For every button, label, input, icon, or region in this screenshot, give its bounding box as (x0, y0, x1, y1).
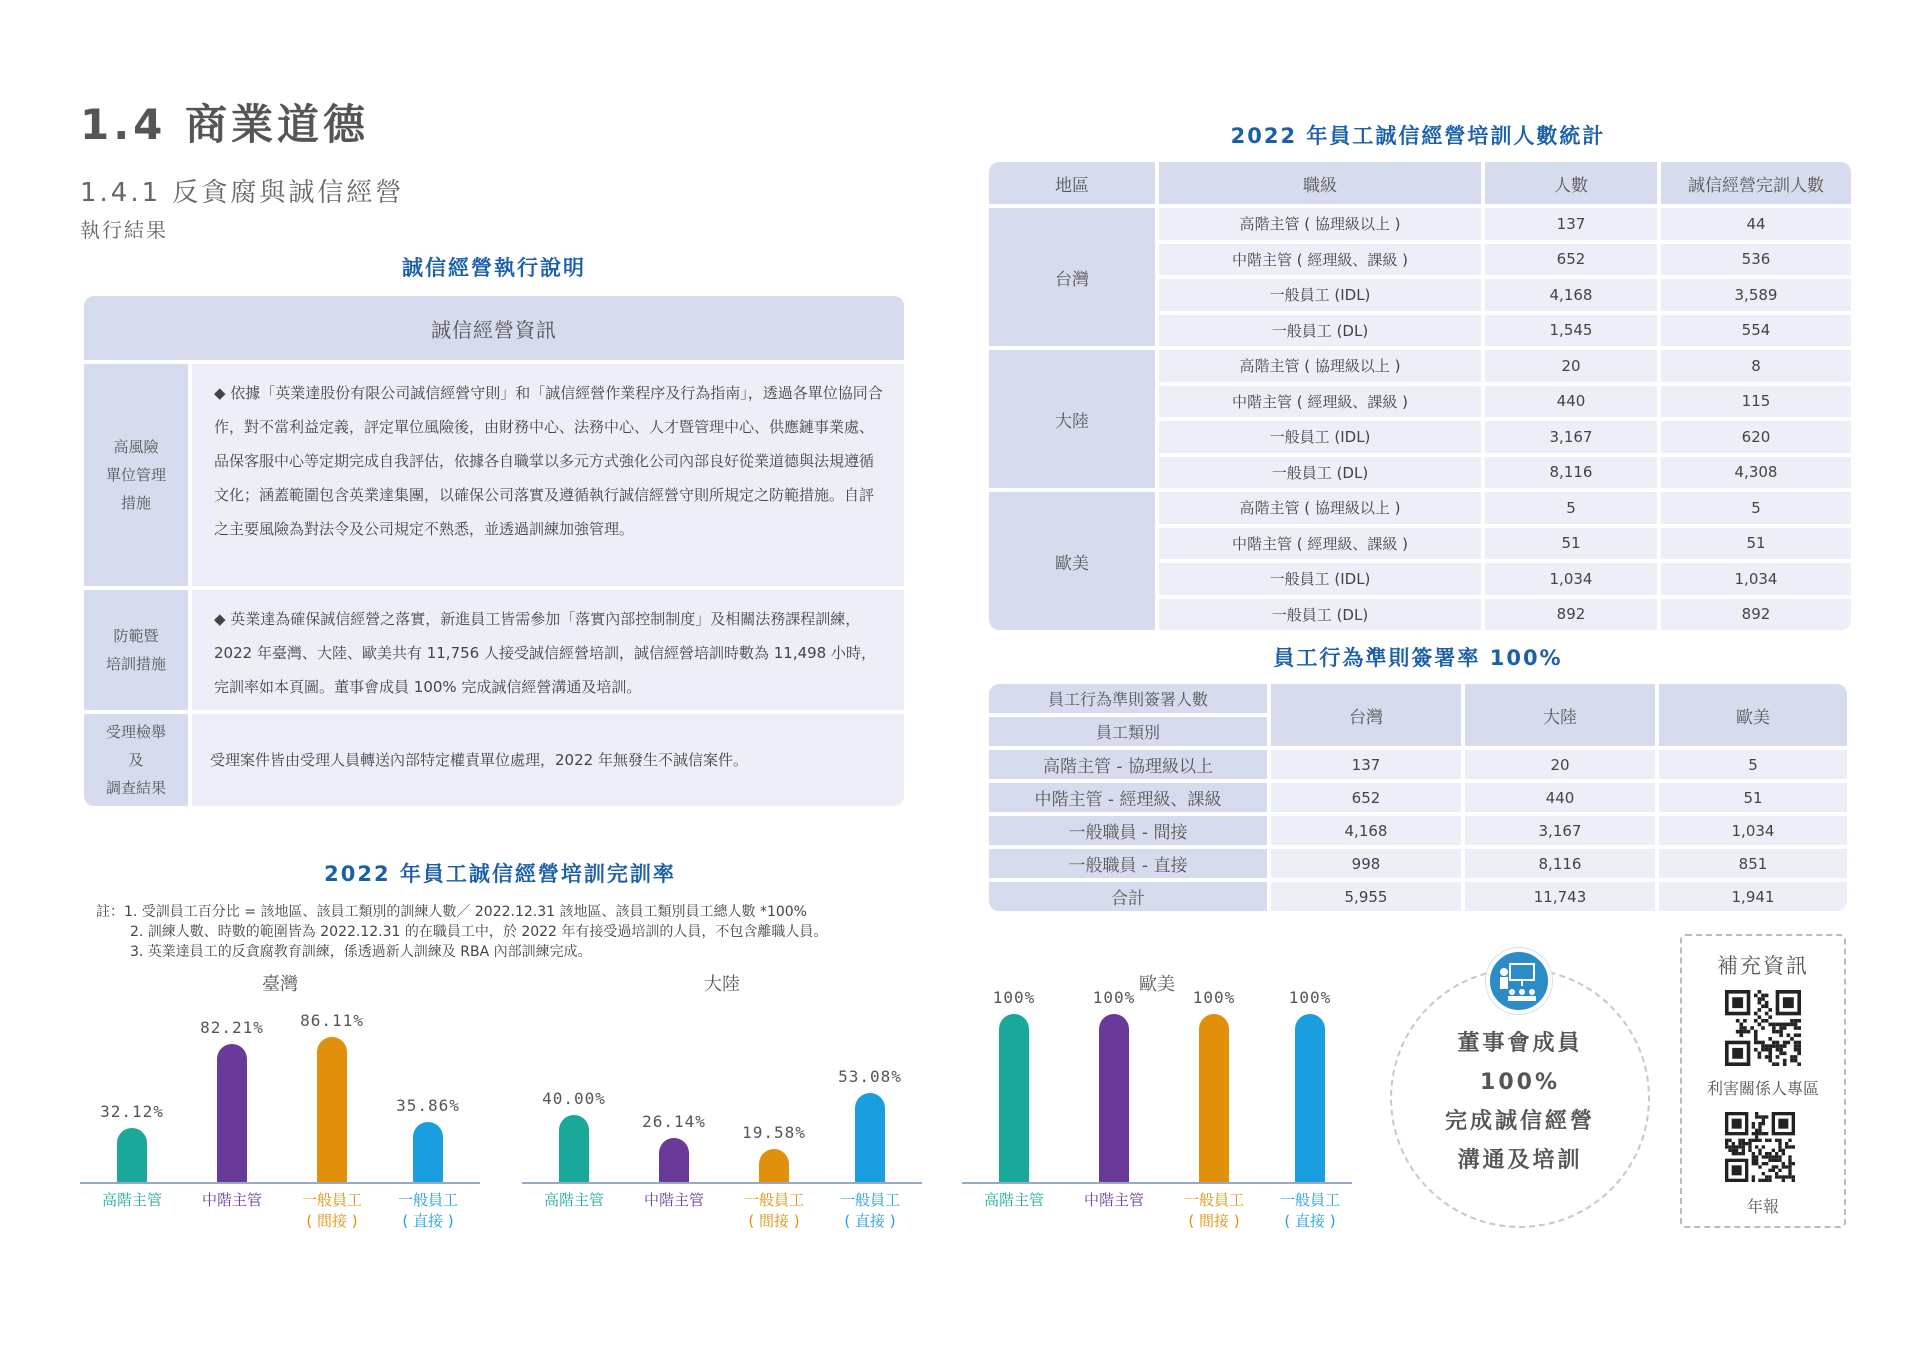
table-row (989, 882, 1847, 911)
qr-code-icon[interactable] (1725, 990, 1801, 1066)
table-cell: 11,743 (1465, 882, 1655, 911)
table-cell: 51 (1485, 528, 1657, 560)
section-title: 1.4 商業道德 (80, 100, 370, 149)
category-cell: 一般職員 - 直接 (989, 849, 1267, 878)
bar (999, 1014, 1029, 1182)
region-cell: 台灣 (989, 208, 1155, 346)
bar-value-label: 40.00% (542, 1088, 606, 1108)
chart-baseline (522, 1182, 922, 1184)
completion-notes (96, 902, 827, 962)
supplement-title: 補充資訊 (1717, 954, 1809, 978)
table-cell: 5,955 (1271, 882, 1461, 911)
board-line: 100% (1480, 1070, 1560, 1095)
table-row (989, 750, 1847, 779)
table-cell: 中階主管 ( 經理級、課級 ) (1159, 386, 1481, 418)
bar-value-label: 100% (1092, 988, 1136, 1007)
bar (117, 1128, 147, 1182)
category-cell: 高階主管 - 協理級以上 (989, 750, 1267, 779)
presentation-icon (1486, 948, 1552, 1014)
chart-mainland (522, 970, 922, 1230)
code-of-conduct-table (985, 680, 1851, 915)
qr-label-annual-report: 年報 (1746, 1197, 1779, 1216)
bar (1199, 1014, 1229, 1182)
note-line: 3. 英業達員工的反貪腐教育訓練，係透過新人訓練及 RBA 內部訓練完成。 (130, 944, 592, 960)
table-cell: 一般員工 (DL) (1159, 315, 1481, 347)
bar-value-label: 26.14% (642, 1112, 706, 1132)
table-header-row (989, 162, 1851, 204)
category-cell: 一般職員 - 間接 (989, 816, 1267, 845)
table-cell: 620 (1661, 421, 1851, 453)
bar-value-label: 32.12% (100, 1102, 164, 1122)
bar-value-label: 35.86% (396, 1095, 460, 1115)
column-header: 歐美 (1659, 684, 1847, 746)
bar (1099, 1014, 1129, 1182)
table-cell: 5 (1661, 492, 1851, 524)
table-cell: 一般員工 (IDL) (1159, 279, 1481, 311)
column-header: 人數 (1485, 162, 1657, 204)
category-cell: 合計 (989, 882, 1267, 911)
category-cell: 中階主管 - 經理級、課級 (989, 783, 1267, 812)
bar-category-label: 一般員工 ( 間接 ) (301, 1191, 362, 1230)
table-cell: 440 (1465, 783, 1655, 812)
info-table (84, 296, 904, 806)
table-cell: 1,034 (1661, 563, 1851, 595)
table-cell: 892 (1485, 599, 1657, 631)
board-line: 溝通及培訓 (1457, 1148, 1583, 1173)
bar-value-label: 100% (1288, 988, 1332, 1007)
table-cell: 8 (1661, 350, 1851, 382)
table-cell: 一般員工 (IDL) (1159, 421, 1481, 453)
table-cell: 一般員工 (DL) (1159, 599, 1481, 631)
bar-category-label: 中階主管 (201, 1191, 262, 1209)
table-cell: 5 (1485, 492, 1657, 524)
table-cell: 一般員工 (DL) (1159, 457, 1481, 489)
table-cell: 536 (1661, 244, 1851, 276)
results-label: 執行結果 (80, 218, 168, 242)
bar-category-label: 中階主管 (643, 1191, 704, 1209)
table-cell: 3,589 (1661, 279, 1851, 311)
bar (659, 1138, 689, 1182)
bar-category-label: 一般員工 ( 直接 ) (1279, 1191, 1340, 1230)
info-row-text: ◆ 英業達為確保誠信經營之落實，新進員工皆需參加「落實內部控制制度」及相關法務課程訓練，2022 年臺灣、大陸、歐美共有 11,756 人接受誠信經營培訓，誠信經營培訓時數為 11,498 小時，完訓率如本頁圖。董事會成員 100% 完成誠信經營溝通及培訓。 (192, 590, 904, 710)
table-row (989, 208, 1851, 240)
completion-rate-title: 2022 年員工誠信經營培訓完訓率 (324, 862, 676, 886)
table-cell: 8,116 (1465, 849, 1655, 878)
chart-baseline (962, 1182, 1352, 1184)
bar (1295, 1014, 1325, 1182)
bar (413, 1122, 443, 1182)
note-line: 2. 訓練人數、時數的範圍皆為 2022.12.31 的在職員工中，於 2022 年有接受過培訓的人員，不包含離職人員。 (130, 924, 828, 940)
bar-value-label: 82.21% (200, 1017, 264, 1037)
info-row-label: 防範暨 培訓措施 (84, 590, 188, 710)
training-stats-title: 2022 年員工誠信經營培訓人數統計 (1230, 124, 1606, 148)
bar-value-label: 53.08% (838, 1066, 902, 1086)
column-header: 員工行為準則簽署人數 (989, 684, 1267, 713)
table-cell: 3,167 (1465, 816, 1655, 845)
board-training-text (1390, 1024, 1650, 1180)
bar-category-label: 一般員工 ( 間接 ) (1183, 1191, 1244, 1230)
bar (559, 1115, 589, 1182)
bar-value-label: 100% (1192, 988, 1236, 1007)
table-cell: 20 (1485, 350, 1657, 382)
bar-category-label: 高階主管 (543, 1191, 604, 1209)
table-cell: 137 (1271, 750, 1461, 779)
table-cell: 5 (1659, 750, 1847, 779)
table-cell: 554 (1661, 315, 1851, 347)
table-header-row (989, 684, 1847, 713)
table-cell: 1,941 (1659, 882, 1847, 911)
table-cell: 51 (1661, 528, 1851, 560)
info-row-label: 受理檢舉 及 調查結果 (84, 714, 188, 806)
training-stats-table (985, 158, 1855, 634)
chart-title: 臺灣 (262, 974, 298, 995)
table-cell: 20 (1465, 750, 1655, 779)
bar-value-label: 19.58% (742, 1123, 806, 1143)
column-header: 員工類別 (989, 717, 1267, 746)
info-row-label: 高風險 單位管理 措施 (84, 364, 188, 586)
chart-americas-europe (962, 970, 1352, 1230)
table-cell: 652 (1485, 244, 1657, 276)
bar-category-label: 一般員工 ( 直接 ) (839, 1191, 900, 1230)
bar-category-label: 中階主管 (1083, 1191, 1144, 1209)
column-header: 地區 (989, 162, 1155, 204)
subsection-title: 1.4.1 反貪腐與誠信經營 (80, 178, 405, 208)
bar-value-label: 86.11% (300, 1011, 364, 1031)
qr-code-icon[interactable] (1725, 1112, 1795, 1182)
column-header: 台灣 (1271, 684, 1461, 746)
table-cell: 1,034 (1659, 816, 1847, 845)
table-cell: 4,308 (1661, 457, 1851, 489)
info-table-title: 誠信經營執行說明 (402, 256, 586, 280)
chart-baseline (80, 1182, 480, 1184)
bar-category-label: 一般員工 ( 間接 ) (743, 1191, 804, 1230)
chart-title: 歐美 (1139, 974, 1175, 995)
bar (759, 1149, 789, 1182)
table-row (989, 783, 1847, 812)
table-cell: 高階主管 ( 協理級以上 ) (1159, 208, 1481, 240)
table-cell: 1,034 (1485, 563, 1657, 595)
info-row-high-risk (84, 364, 904, 586)
code-of-conduct-title: 員工行為準則簽署率 100% (1273, 646, 1563, 670)
table-cell: 44 (1661, 208, 1851, 240)
table-cell: 中階主管 ( 經理級、課級 ) (1159, 528, 1481, 560)
bar (317, 1037, 347, 1182)
bar-value-label: 100% (992, 988, 1036, 1007)
table-row (989, 492, 1851, 524)
table-cell: 3,167 (1485, 421, 1657, 453)
bar (217, 1044, 247, 1182)
table-cell: 998 (1271, 849, 1461, 878)
board-line: 完成誠信經營 (1444, 1109, 1595, 1134)
table-cell: 一般員工 (IDL) (1159, 563, 1481, 595)
table-cell: 4,168 (1485, 279, 1657, 311)
table-cell: 4,168 (1271, 816, 1461, 845)
info-table-header: 誠信經營資訊 (84, 296, 904, 360)
table-row (989, 816, 1847, 845)
table-cell: 115 (1661, 386, 1851, 418)
region-cell: 歐美 (989, 492, 1155, 630)
chart-taiwan (80, 970, 480, 1230)
bar-category-label: 高階主管 (101, 1191, 162, 1209)
table-row (989, 350, 1851, 382)
table-cell: 440 (1485, 386, 1657, 418)
bar-category-label: 高階主管 (983, 1191, 1044, 1209)
note-line: 註：1. 受訓員工百分比 = 該地區、該員工類別的訓練人數／ 2022.12.31 該地區、該員工類別員工總人數 *100% (96, 904, 807, 920)
column-header: 職級 (1159, 162, 1481, 204)
table-cell: 137 (1485, 208, 1657, 240)
info-row-text: 受理案件皆由受理人員轉送內部特定權責單位處理，2022 年無發生不誠信案件。 (192, 714, 904, 806)
table-cell: 高階主管 ( 協理級以上 ) (1159, 492, 1481, 524)
table-cell: 中階主管 ( 經理級、課級 ) (1159, 244, 1481, 276)
bar (855, 1093, 885, 1182)
info-row-text: ◆ 依據「英業達股份有限公司誠信經營守則」和「誠信經營作業程序及行為指南」，透過各單位協同合作，對不當利益定義，評定單位風險後，由財務中心、法務中心、人才暨管理中心、供應鏈事業處、品保客服中心等定期完成自我評估，依據各自職掌以多元方式強化公司內部良好從業道德與法規遵循文化；涵蓋範圍包含英業達集團，以確保公司落實及遵循執行誠信經營守則所規定之防範措施。自評之主要風險為對法令及公司規定不熟悉，並透過訓練加強管理。 (192, 364, 904, 586)
chart-title: 大陸 (704, 974, 740, 995)
table-cell: 851 (1659, 849, 1847, 878)
table-cell: 高階主管 ( 協理級以上 ) (1159, 350, 1481, 382)
table-cell: 51 (1659, 783, 1847, 812)
bar-category-label: 一般員工 ( 直接 ) (397, 1191, 458, 1230)
qr-label-stakeholder: 利害關係人專區 (1706, 1079, 1819, 1098)
info-row-reporting (84, 714, 904, 806)
column-header: 誠信經營完訓人數 (1661, 162, 1851, 204)
table-cell: 8,116 (1485, 457, 1657, 489)
board-line: 董事會成員 (1457, 1031, 1583, 1056)
column-header: 大陸 (1465, 684, 1655, 746)
table-cell: 1,545 (1485, 315, 1657, 347)
table-cell: 892 (1661, 599, 1851, 631)
info-row-prevention (84, 590, 904, 710)
table-row (989, 849, 1847, 878)
region-cell: 大陸 (989, 350, 1155, 488)
table-cell: 652 (1271, 783, 1461, 812)
